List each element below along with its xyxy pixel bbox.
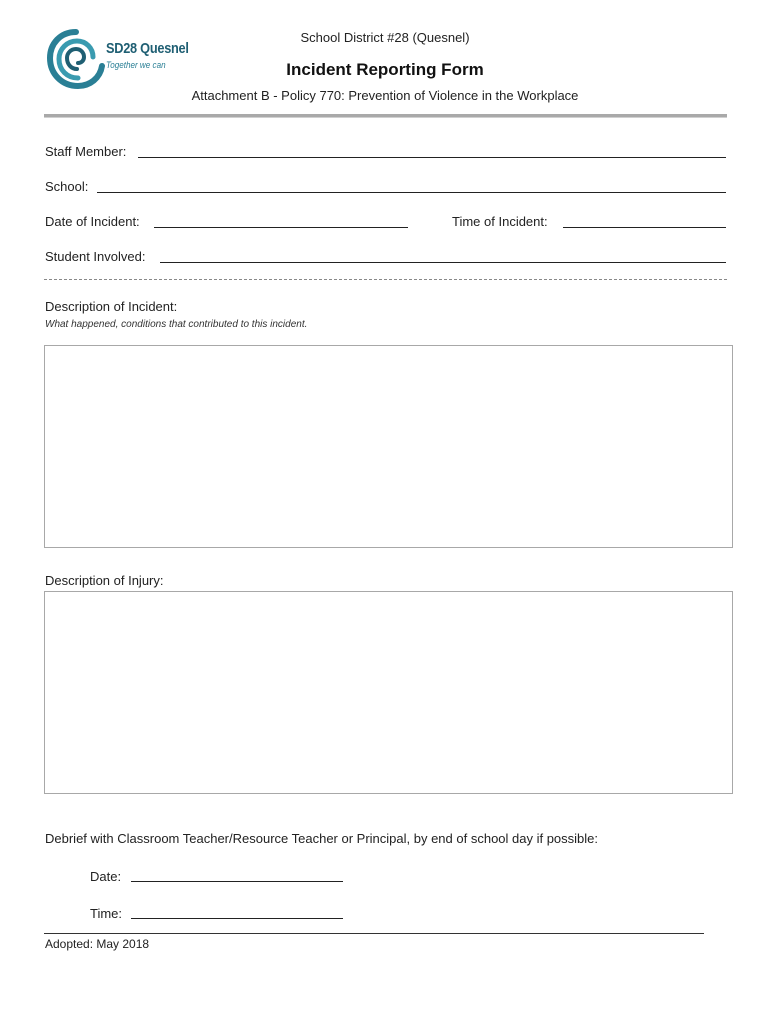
debrief-date-label: Date:	[90, 869, 122, 884]
form-subtitle: Attachment B - Policy 770: Prevention of Violence in the Workplace	[191, 88, 579, 103]
debrief-time-field[interactable]	[131, 918, 343, 919]
incident-description-hint: What happened, conditions that contributed to this incident.	[45, 319, 308, 330]
incident-description-label: Description of Incident:	[45, 299, 178, 314]
section-divider	[44, 279, 727, 280]
form-title: Incident Reporting Form	[286, 60, 484, 79]
incident-description-box[interactable]	[44, 345, 733, 548]
date-of-incident-label: Date of Incident:	[45, 214, 140, 229]
adopted-date: Adopted: May 2018	[45, 937, 150, 951]
debrief-date-field[interactable]	[131, 881, 343, 882]
debrief-instruction: Debrief with Classroom Teacher/Resource Teacher or Principal, by end of school day if possible:	[45, 831, 599, 846]
district-name: School District #28 (Quesnel)	[300, 30, 470, 45]
footer-divider	[44, 933, 704, 934]
injury-description-label: Description of Injury:	[45, 573, 164, 588]
date-of-incident-field[interactable]	[154, 227, 408, 228]
school-field[interactable]	[97, 192, 726, 193]
staff-member-field[interactable]	[138, 157, 726, 158]
student-involved-field[interactable]	[160, 262, 726, 263]
logo-name: SD28 Quesnel	[106, 40, 189, 57]
school-label: School:	[45, 179, 89, 194]
logo-tagline: Together we can	[106, 60, 166, 70]
injury-description-box[interactable]	[44, 591, 733, 794]
time-of-incident-field[interactable]	[563, 227, 726, 228]
student-involved-label: Student Involved:	[45, 249, 146, 264]
staff-member-label: Staff Member:	[45, 144, 127, 159]
debrief-time-label: Time:	[90, 906, 123, 921]
time-of-incident-label: Time of Incident:	[452, 214, 548, 229]
header-divider	[44, 114, 727, 118]
